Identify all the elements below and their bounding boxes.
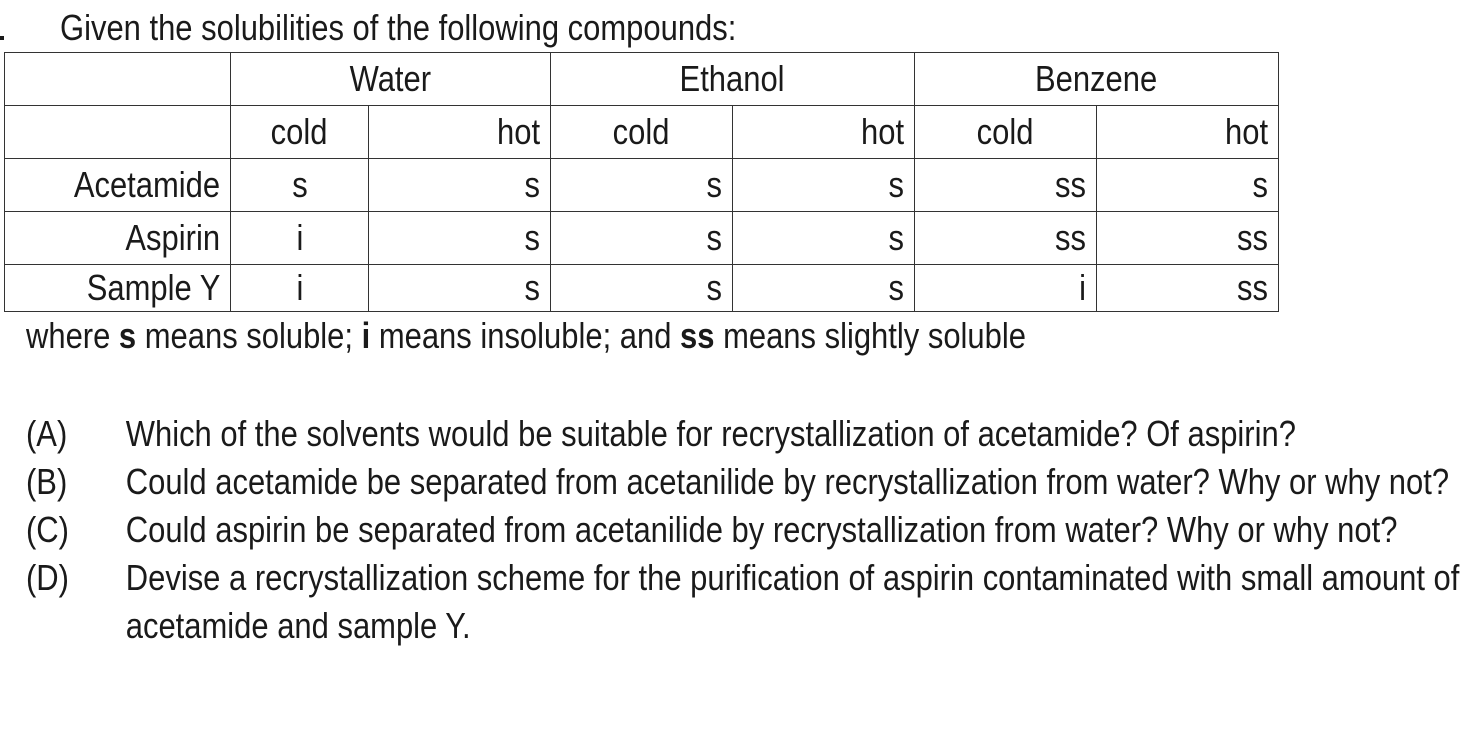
question-item	[26, 410, 1464, 458]
table-cell: i	[231, 212, 369, 265]
question-label: (C)	[26, 509, 69, 550]
table-cell: s	[1097, 159, 1279, 212]
legend-key-i: i	[361, 315, 371, 356]
header-empty-cell	[5, 53, 231, 106]
table-cell: s	[551, 212, 733, 265]
table-cell: i	[915, 265, 1097, 312]
table-cell: ss	[915, 159, 1097, 212]
table-row	[5, 265, 1279, 312]
header-temp-cell: cold	[551, 106, 733, 159]
question-item	[26, 554, 1464, 650]
row-label: Sample Y	[5, 265, 231, 312]
table-cell: s	[733, 265, 915, 312]
table-cell: s	[551, 159, 733, 212]
table-cell: ss	[1097, 212, 1279, 265]
table-row	[5, 159, 1279, 212]
header-temp-cell: hot	[1097, 106, 1279, 159]
question-text: Could aspirin be separated from acetanilide by recrystallization from water? Why or why not?	[125, 509, 1398, 550]
table-row	[5, 212, 1279, 265]
question-list	[26, 410, 1464, 650]
header-solvent-benzene: Benzene	[915, 53, 1279, 106]
question-item	[26, 506, 1464, 554]
header-temp-cell: hot	[369, 106, 551, 159]
legend-key-s: s	[118, 315, 137, 356]
header-temp-cell: cold	[231, 106, 369, 159]
header-temp-cell: cold	[915, 106, 1097, 159]
question-text: Which of the solvents would be suitable for recrystallization of acetamide? Of aspirin?	[125, 413, 1296, 454]
question-label: (A)	[26, 413, 68, 454]
solubility-table	[4, 52, 1279, 312]
question-text: Devise a recrystallization scheme for the purification of aspirin contaminated with small amount of acetamide and sample Y.	[125, 557, 1460, 646]
table-cell: ss	[1097, 265, 1279, 312]
intro-text: Given the solubilities of the following compounds:	[60, 7, 737, 48]
table-cell: ss	[915, 212, 1097, 265]
row-label: Aspirin	[5, 212, 231, 265]
table-cell: s	[369, 159, 551, 212]
header-temp-cell: hot	[733, 106, 915, 159]
table-cell: s	[231, 159, 369, 212]
question-label: (D)	[26, 557, 69, 598]
table-cell: s	[733, 159, 915, 212]
table-legend: where s means soluble; i means insoluble; and ss means slightly soluble	[26, 315, 1026, 356]
list-marker-dot	[0, 36, 4, 40]
legend-key-ss: ss	[680, 315, 715, 356]
table-header-row-temps	[5, 106, 1279, 159]
header-solvent-ethanol: Ethanol	[551, 53, 915, 106]
row-label: Acetamide	[5, 159, 231, 212]
question-item	[26, 458, 1464, 506]
header-empty-cell	[5, 106, 231, 159]
table-cell: s	[369, 212, 551, 265]
table-cell: i	[231, 265, 369, 312]
table-header-row-solvents	[5, 53, 1279, 106]
table-cell: s	[369, 265, 551, 312]
question-text: Could acetamide be separated from acetanilide by recrystallization from water? Why or why not?	[125, 461, 1450, 502]
header-solvent-water: Water	[231, 53, 551, 106]
question-label: (B)	[26, 461, 68, 502]
table-cell: s	[551, 265, 733, 312]
table-cell: s	[733, 212, 915, 265]
